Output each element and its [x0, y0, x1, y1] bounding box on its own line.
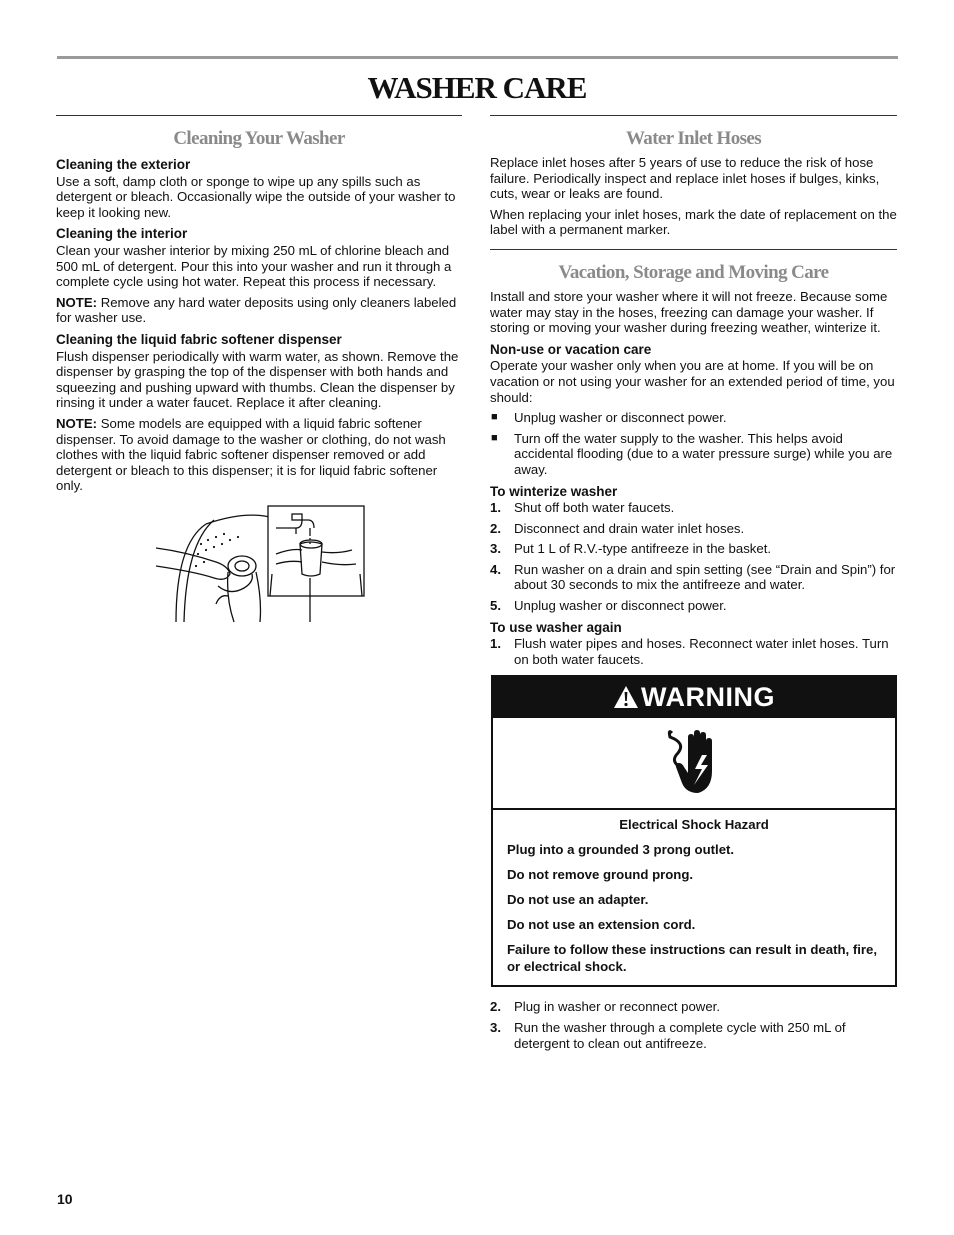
note-paragraph [56, 295, 462, 326]
list-item [490, 562, 897, 593]
list-item [490, 500, 897, 516]
step-number: 1. [490, 500, 501, 516]
bullet-mark: ■ [491, 431, 498, 444]
use-again-heading: To use washer again [490, 619, 622, 635]
page-title: WASHER CARE [367, 70, 587, 105]
step-number: 5. [490, 598, 501, 614]
warning-line: Do not use an extension cord. [507, 917, 696, 933]
list-item-text: Turn off the water supply to the washer. This helps avoid accidental flooding (due to a water pressure surge) while you are away. [514, 430, 893, 477]
list-item [490, 541, 897, 557]
step-text: Unplug washer or disconnect power. [514, 598, 727, 614]
vacation-paragraph: Install and store your washer where it will not freeze. Because some water may stay in the hoses, freezing can damage your washer. If storing or moving your washer during freezing weather, winterize it. [490, 288, 888, 336]
warning-header [493, 677, 895, 717]
left-column [56, 115, 462, 622]
softener-text: Flush dispenser periodically with warm water, as shown. Remove the dispenser by grasping the top of the dispenser with both hands and squeezing and pushing upward with thumbs. Clean the dispenser by rinsing it under a water faucet. Replace it after cleaning. [56, 348, 459, 411]
step-number: 3. [490, 541, 501, 557]
warning-body [493, 810, 895, 985]
softener-heading: Cleaning the liquid fabric softener dispenser [56, 331, 342, 347]
step-text: Plug in washer or reconnect power. [514, 999, 720, 1015]
winterize-heading: To winterize washer [490, 483, 618, 499]
use-again-steps [490, 636, 897, 667]
water-inlet-hoses-heading: Water Inlet Hoses [625, 128, 762, 149]
step-text: Shut off both water faucets. [514, 500, 675, 516]
vacation-bullet-list [490, 410, 897, 477]
note-text-2: Some models are equipped with a liquid fabric softener dispenser. To avoid damage to the washer or clothing, do not wash clothes with the liquid fabric softener dispenser removed or add detergent or bleach to this dispenser; it is for liquid fabric softener only. [56, 415, 446, 494]
exterior-heading: Cleaning the exterior [56, 157, 191, 172]
page-number: 10 [57, 1191, 73, 1207]
section-rule [56, 115, 462, 116]
warning-line: Failure to follow these instructions can result in death, fire, or electrical shock. [507, 942, 878, 975]
exterior-text: Use a soft, damp cloth or sponge to wipe up any spills such as detergent or bleach. Occasionally wipe the outside of your washer to keep it looking new. [56, 173, 456, 220]
list-item [490, 1020, 897, 1051]
warning-line: Plug into a grounded 3 prong outlet. [507, 842, 735, 858]
right-column [490, 115, 897, 1056]
list-item [490, 521, 897, 537]
step-number: 3. [490, 1020, 501, 1036]
winterize-steps [490, 500, 897, 614]
warning-line: Do not use an adapter. [507, 892, 649, 908]
interior-text: Clean your washer interior by mixing 250 mL of chlorine bleach and 500 mL of detergent. Pour this into your washer and run it through a complete cycle using hot water. Repeat this process if necessary. [56, 242, 452, 290]
list-item [490, 636, 897, 667]
vacation-storage-heading: Vacation, Storage and Moving Care [558, 261, 829, 283]
step-number: 1. [490, 636, 501, 652]
note-label-2: NOTE: [56, 415, 98, 431]
step-text: Put 1 L of R.V.-type antifreeze in the basket. [514, 541, 772, 557]
note-text: Remove any hard water deposits using only cleaners labeled for washer use. [56, 294, 457, 326]
warning-triangle-icon [613, 685, 639, 709]
step-text: Flush water pipes and hoses. Reconnect water inlet hoses. Turn on both water faucets. [514, 636, 889, 667]
warning-symbol-area [493, 717, 895, 810]
cleaning-washer-heading: Cleaning Your Washer [173, 128, 345, 149]
section-rule [490, 249, 897, 250]
list-item [490, 598, 897, 614]
warning-box [491, 675, 897, 987]
step-text: Run the washer through a complete cycle with 250 mL of detergent to clean out antifreeze. [514, 1020, 846, 1051]
list-item [490, 410, 897, 426]
top-rule [57, 56, 898, 59]
use-again-steps-continued [490, 999, 897, 1051]
warning-label: WARNING [641, 681, 775, 712]
step-number: 2. [490, 999, 501, 1015]
hoses-paragraph-2: When replacing your inlet hoses, mark the date of replacement on the label with a permanent marker. [490, 206, 897, 238]
note-label: NOTE: [56, 294, 98, 310]
list-item-text: Unplug washer or disconnect power. [514, 410, 727, 426]
dispenser-cleaning-illustration [156, 504, 366, 622]
list-item [490, 431, 897, 478]
step-number: 2. [490, 520, 501, 536]
nonuse-heading: Non-use or vacation care [490, 341, 652, 357]
warning-line: Do not remove ground prong. [507, 867, 694, 883]
step-text: Run washer on a drain and spin setting (see “Drain and Spin”) for about 30 seconds to mix the antifreeze and water. [514, 561, 896, 593]
bullet-mark: ■ [491, 411, 498, 424]
electrical-shock-hand-icon [666, 727, 722, 799]
hazard-title: Electrical Shock Hazard [619, 817, 769, 833]
note-paragraph-2 [56, 416, 462, 494]
section-rule [490, 115, 897, 116]
interior-heading: Cleaning the interior [56, 226, 188, 242]
hoses-paragraph-1: Replace inlet hoses after 5 years of use to reduce the risk of hose failure. Periodically inspect and replace inlet hoses if bulges, kinks, cuts, wear or leaks are found. [490, 155, 880, 202]
list-item [490, 999, 897, 1015]
nonuse-paragraph: Operate your washer only when you are at home. If you will be on vacation or not using your washer for an extended period of time, you should: [490, 358, 895, 405]
step-text: Disconnect and drain water inlet hoses. [514, 520, 745, 536]
step-number: 4. [490, 561, 501, 577]
